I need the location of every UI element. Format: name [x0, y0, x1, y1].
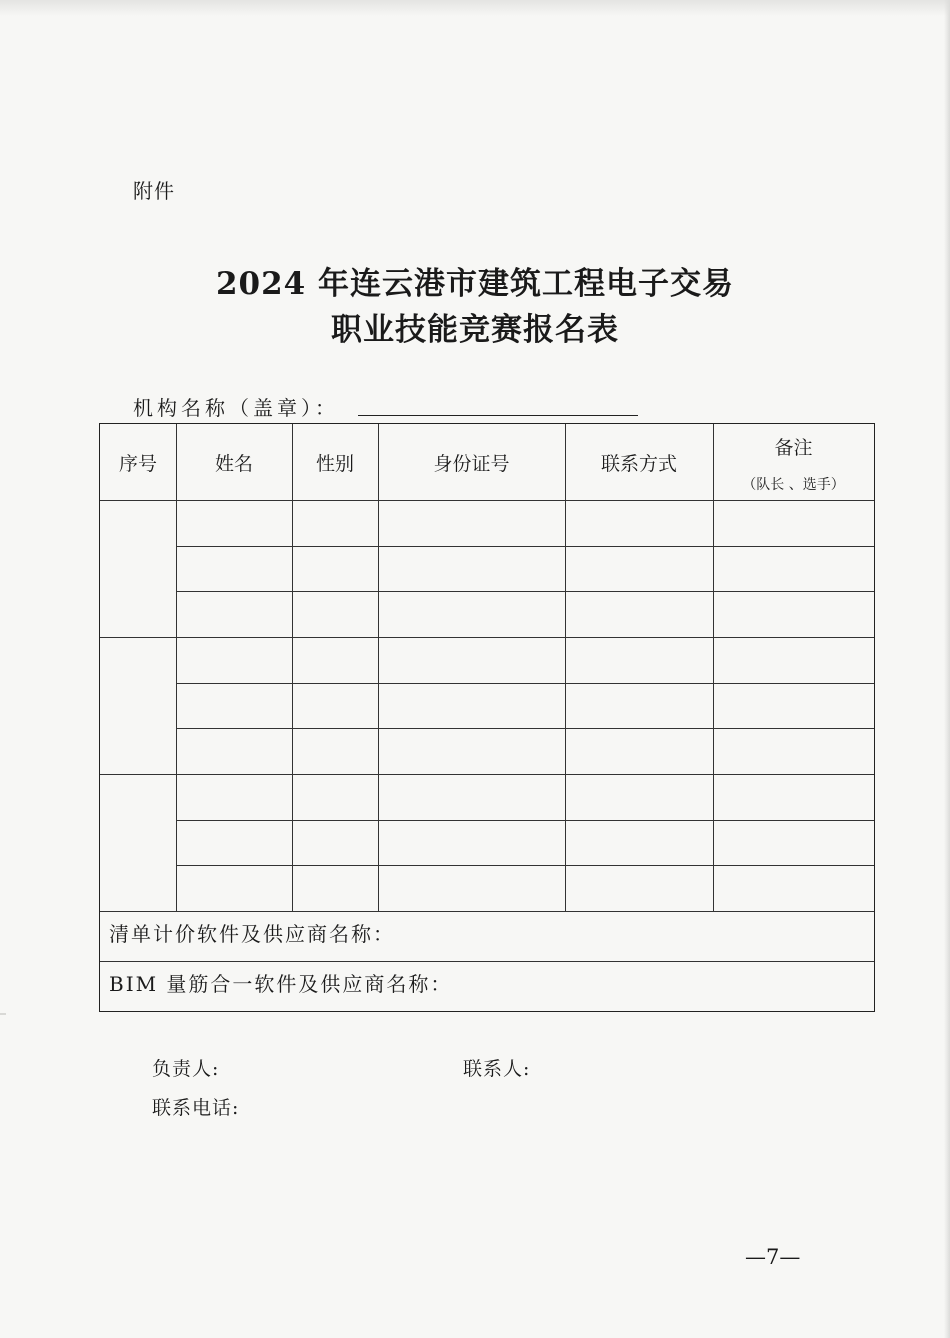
column-divider-gender — [378, 424, 379, 911]
header-index: 序号 — [118, 453, 157, 475]
attachment-label: 附件 — [133, 179, 175, 203]
scan-edge-top — [0, 0, 950, 16]
organization-fill-line — [358, 415, 638, 416]
header-remarks-sub: （队长 、选手） — [742, 477, 845, 493]
row-divider — [176, 820, 874, 821]
column-divider-id — [565, 424, 566, 911]
data-area-bottom — [100, 911, 874, 912]
row-divider — [176, 865, 874, 866]
row-divider — [176, 546, 874, 547]
column-divider-contact — [713, 424, 714, 911]
header-remarks: 备注 — [774, 437, 813, 459]
group-divider — [100, 774, 874, 775]
document-title-line-2: 职业技能竞赛报名表 — [331, 312, 619, 348]
header-name: 姓名 — [214, 453, 253, 475]
header-divider — [100, 500, 874, 501]
contact-person-label: 联系人: — [463, 1058, 531, 1080]
scan-artifact — [0, 1013, 6, 1015]
pricing-software-label: 清单计价软件及供应商名称： — [109, 922, 395, 946]
contact-phone-label: 联系电话: — [152, 1097, 240, 1119]
scan-edge-right — [944, 0, 950, 1338]
row-divider — [176, 591, 874, 592]
registration-table — [99, 423, 875, 1012]
page-number: —7— — [745, 1245, 801, 1269]
footer-row-divider — [100, 961, 874, 962]
header-gender: 性别 — [315, 453, 354, 475]
document-title-line-1: 2024 年连云港市建筑工程电子交易 — [215, 266, 735, 302]
header-id-number: 身份证号 — [433, 453, 510, 475]
bim-software-label: BIM 量筋合一软件及供应商名称： — [109, 972, 453, 996]
responsible-person-label: 负责人: — [152, 1058, 220, 1080]
column-divider-index — [176, 424, 177, 911]
column-divider-name — [292, 424, 293, 911]
row-divider — [176, 728, 874, 729]
row-divider — [176, 683, 874, 684]
organization-label: 机构名称（盖章）： — [133, 396, 339, 420]
group-divider — [100, 637, 874, 638]
header-contact: 联系方式 — [600, 453, 677, 475]
